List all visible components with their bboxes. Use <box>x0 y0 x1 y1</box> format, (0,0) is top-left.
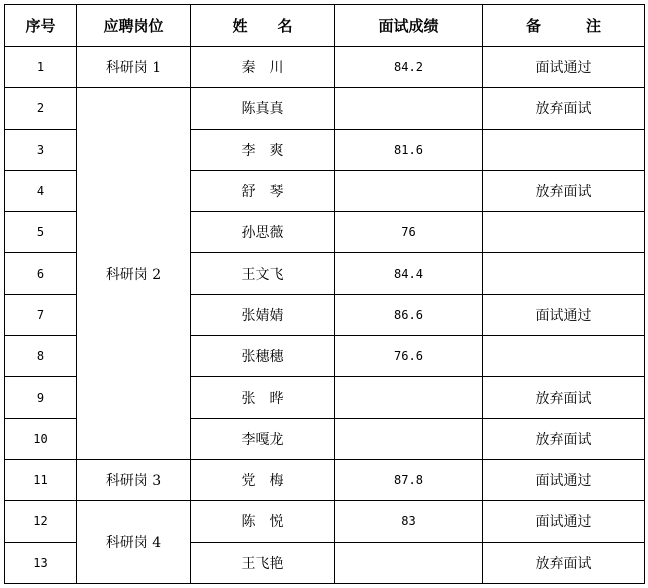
score-cell: 86.6 <box>335 294 483 335</box>
name-cell: 秦 川 <box>191 47 335 88</box>
name-cell: 王飞艳 <box>191 542 335 583</box>
remark-cell: 放弃面试 <box>483 418 645 459</box>
remark-cell <box>483 212 645 253</box>
seq-cell: 10 <box>5 418 77 459</box>
remark-cell <box>483 129 645 170</box>
seq-cell: 2 <box>5 88 77 129</box>
score-cell <box>335 418 483 459</box>
name-cell: 张 晔 <box>191 377 335 418</box>
remark-cell: 面试通过 <box>483 501 645 542</box>
header-score: 面试成绩 <box>335 5 483 47</box>
interview-results-table <box>4 4 645 584</box>
score-cell: 81.6 <box>335 129 483 170</box>
remark-cell: 放弃面试 <box>483 377 645 418</box>
score-cell: 84.2 <box>335 47 483 88</box>
seq-cell: 3 <box>5 129 77 170</box>
name-cell: 李 爽 <box>191 129 335 170</box>
name-cell: 孙思薇 <box>191 212 335 253</box>
score-cell <box>335 170 483 211</box>
header-seq: 序号 <box>5 5 77 47</box>
remark-cell: 面试通过 <box>483 47 645 88</box>
table-row <box>5 459 645 500</box>
seq-cell: 1 <box>5 47 77 88</box>
remark-cell: 放弃面试 <box>483 542 645 583</box>
seq-cell: 7 <box>5 294 77 335</box>
remark-cell <box>483 336 645 377</box>
score-cell: 76.6 <box>335 336 483 377</box>
score-cell: 87.8 <box>335 459 483 500</box>
remark-cell: 面试通过 <box>483 459 645 500</box>
remark-cell: 放弃面试 <box>483 88 645 129</box>
name-cell: 党 梅 <box>191 459 335 500</box>
seq-cell: 9 <box>5 377 77 418</box>
position-cell: 科研岗 2 <box>77 88 191 460</box>
score-cell <box>335 88 483 129</box>
score-cell: 83 <box>335 501 483 542</box>
name-cell: 舒 琴 <box>191 170 335 211</box>
table-row <box>5 88 645 129</box>
remark-cell: 面试通过 <box>483 294 645 335</box>
name-cell: 陈真真 <box>191 88 335 129</box>
header-row <box>5 5 645 47</box>
position-cell: 科研岗 1 <box>77 47 191 88</box>
position-cell: 科研岗 3 <box>77 459 191 500</box>
name-cell: 李嘎龙 <box>191 418 335 459</box>
header-remark: 备 注 <box>483 5 645 47</box>
name-cell: 王文飞 <box>191 253 335 294</box>
seq-cell: 13 <box>5 542 77 583</box>
name-cell: 张穗穗 <box>191 336 335 377</box>
remark-cell: 放弃面试 <box>483 170 645 211</box>
table-row <box>5 47 645 88</box>
remark-cell <box>483 253 645 294</box>
score-cell <box>335 377 483 418</box>
seq-cell: 5 <box>5 212 77 253</box>
header-position: 应聘岗位 <box>77 5 191 47</box>
name-cell: 张婧婧 <box>191 294 335 335</box>
header-name: 姓 名 <box>191 5 335 47</box>
seq-cell: 11 <box>5 459 77 500</box>
seq-cell: 12 <box>5 501 77 542</box>
seq-cell: 6 <box>5 253 77 294</box>
name-cell: 陈 悦 <box>191 501 335 542</box>
score-cell: 76 <box>335 212 483 253</box>
table-row <box>5 501 645 542</box>
seq-cell: 4 <box>5 170 77 211</box>
score-cell <box>335 542 483 583</box>
position-cell: 科研岗 4 <box>77 501 191 584</box>
seq-cell: 8 <box>5 336 77 377</box>
score-cell: 84.4 <box>335 253 483 294</box>
